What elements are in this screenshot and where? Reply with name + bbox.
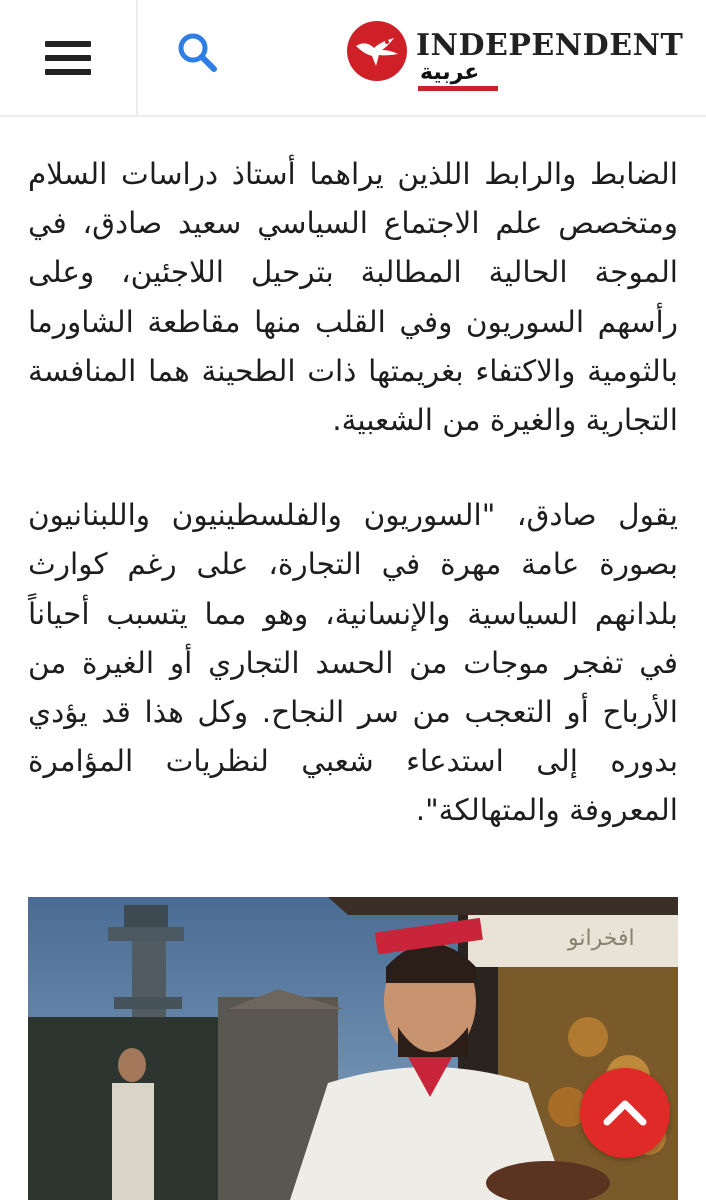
scroll-to-top-button[interactable]: [580, 1068, 670, 1158]
eagle-logo-icon: [346, 20, 408, 82]
article-body: [28, 150, 678, 882]
search-button[interactable]: [172, 28, 222, 78]
chevron-up-icon: [603, 1098, 647, 1128]
menu-button[interactable]: [0, 0, 138, 115]
site-header: [0, 0, 706, 117]
hamburger-menu-icon: [45, 41, 91, 75]
brand-sub-text: عربية: [420, 60, 480, 85]
article-photo: [28, 897, 678, 1200]
brand-name: INDEPENDENT: [416, 28, 684, 63]
brand-sub-bar: [418, 86, 498, 91]
site-logo[interactable]: [346, 14, 684, 104]
article-paragraph: الضابط والرابط اللذين يراهما أستاذ دراسات السلام ومتخصص علم الاجتماع السياسي سعيد صادق، في الموجة الحالية المطالبة بترحيل اللاجئين، وعلى رأسهم السوريون وفي القلب منها مقاطعة الشاورما بالثومية والاكتفاء بغريمتها ذات الطحينة هما المنافسة التجارية والغيرة من الشعبية.: [28, 157, 678, 438]
shop-sign-text: افخرانو: [568, 926, 635, 951]
search-icon: [172, 28, 222, 78]
article-paragraph: يقول صادق، "السوريون والفلسطينيون واللبنانيون بصورة عامة مهرة في التجارة، على رغم كوارث بلدانهم السياسية والإنسانية، وهو مما يتسبب أحياناً في تفجر موجات من الحسد التجاري أو الغيرة من الأرباح أو التعجب من سر النجاح. وكل هذا قد يؤدي بدوره إلى استدعاء شعبي لنظريات المؤامرة المعروفة والمتهالكة".: [28, 498, 678, 828]
brand-sub: [418, 60, 498, 88]
